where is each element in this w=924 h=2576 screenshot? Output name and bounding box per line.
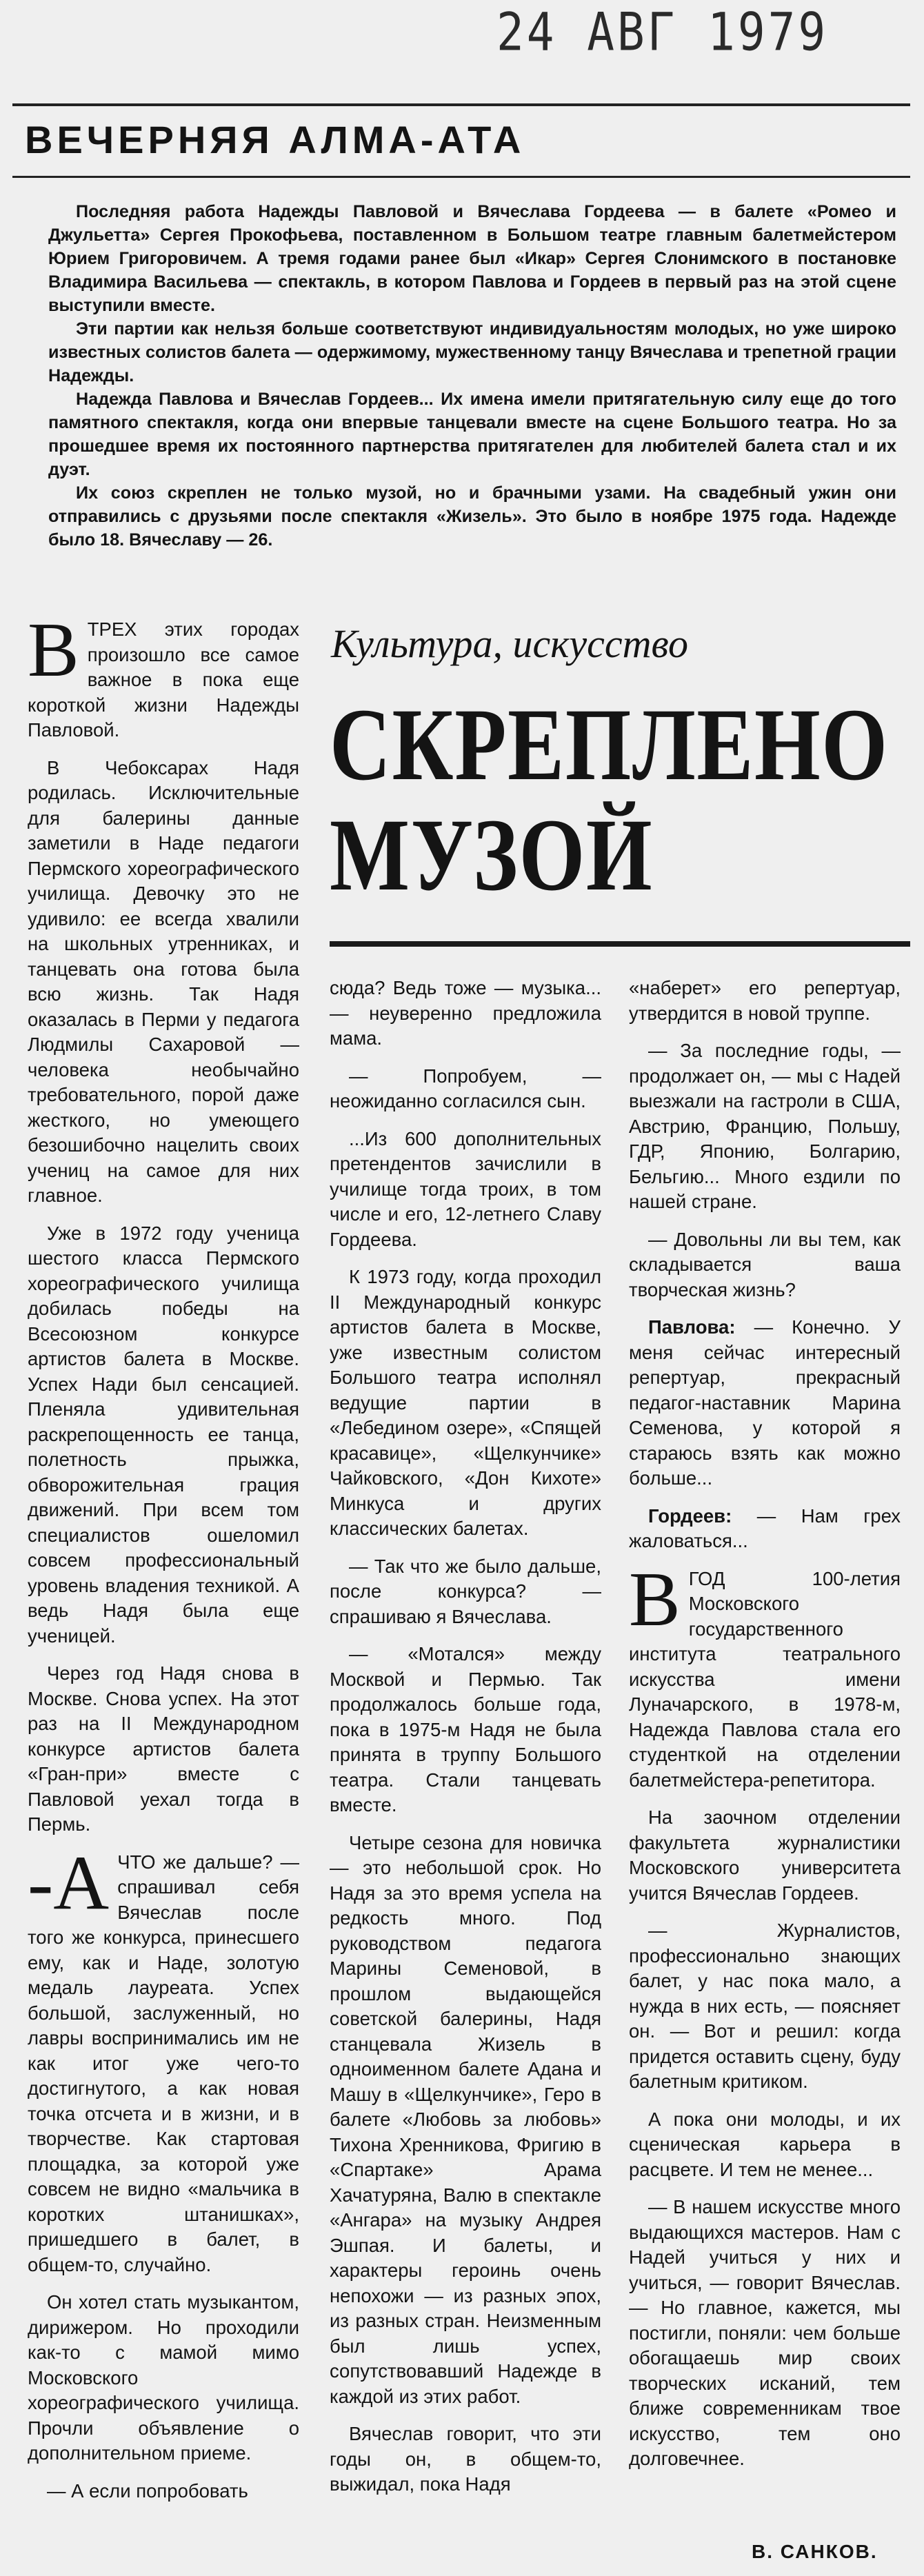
lead-paragraph: Эти партии как нельзя больше соответствуют индивидуальностям молодых, но уже широко известных солистов балета — одержимому, мужественному танцу Вячеслава и трепетной грации Надежды. [48, 319, 896, 385]
headline-rule [330, 941, 910, 947]
article-paragraph: А пока они молоды, и их сценическая карьера в расцвете. И тем не менее... [629, 2108, 901, 2180]
paragraph-text: ТРЕХ этих городах произошло все самое важное в пока еще короткой жизни Надежды Павловой. [28, 618, 299, 741]
headline-line: МУЗОЙ [330, 798, 654, 912]
lead-paragraph: Их союз скреплен не только музой, но и брачными узами. На свадебный ужин они отправились с друзьями после спектакля «Жизель». Это было в ноябре 1975 года. Надежде было 18. Вячеславу — 26. [48, 483, 896, 550]
paragraph-text: ЧТО же дальше? — спрашивал себя Вячеслав после того же конкурса, принесшего ему, как и Наде, золотую медаль лауреата. Успех большой, заслуженный, но лавры воспринимались им не как итог уже чего-то достигнутого, а как новая точка отсчета и в жизни, и в творчестве. Как стартовая площадка, за которой уже совсем не видно «мальчика в коротких штанишках», пришедшего в балет, в общем-то, случайно. [28, 1851, 299, 2275]
article-paragraph: ...Из 600 дополнительных претендентов зачислили в училище тогда троих, в том числе и его, 12-летнего Славу Гордеева. [330, 1127, 601, 1250]
article-paragraph: Вячеслав говорит, что эти годы он, в общем-то, выжидал, пока Надя [330, 2423, 601, 2495]
article-paragraph: — «Мотался» между Москвой и Пермью. Так продолжалось больше года, пока в 1975-м Надя не была принята в труппу Большого театра. Стали танцевать вместе. [330, 1643, 601, 1815]
article-paragraph: «наберет» его репертуар, утвердится в новой труппе. [629, 977, 901, 1024]
masthead-bottom-rule [12, 176, 910, 178]
article-paragraph: — А если попробовать [47, 2479, 248, 2502]
article-column-2 [330, 976, 601, 2510]
article-paragraph [28, 1840, 299, 2278]
article-paragraph: — За последние годы, — продолжает он, — мы с Надей выезжали на гастроли в США, Австрию, Францию, Польшу, ГДР, Японию, Болгарию, Бельгию... Много ездили по нашей стране. [629, 1040, 901, 1212]
lead-paragraph: Последняя работа Надежды Павловой и Вячеслава Гордеева — в балете «Ромео и Джульетта» Сергея Прокофьева, поставленном в Большом театре главным балетмейстером Юрием Григоровичем. А тремя годами ранее был «Икар» Сергея Слонимского в постановке Владимира Васильева — спектакль, в котором Павлова и Гордеев в первый раз на этой сцене выступили вместе. [48, 202, 896, 315]
article-paragraph: — Так что же было дальше, после конкурса? — спрашиваю я Вячеслава. [330, 1555, 601, 1627]
article-paragraph: Уже в 1972 году ученица шестого класса Пермского хореографического училища добилась победы на Всесоюзном конкурсе артистов балета в Москве. Успех Нади был сенсацией. Пленяла удивительная раскрепощенность ее танца, полетность прыжка, обворожительная грация движений. При всем том специалистов ошеломил совсем профессиональный уровень владения техникой. А ведь Надя была еще ученицей. [28, 1222, 299, 1647]
speaker-label: Павлова: [648, 1316, 736, 1338]
masthead: ВЕЧЕРНЯЯ АЛМА-АТА [25, 118, 525, 161]
article-paragraph: Через год Надя снова в Москве. Снова успех. На этот раз на II Международном конкурсе артистов балета «Гран-при» вместе с Павловой уехал тогда в Пермь. [28, 1662, 299, 1835]
article-paragraph: Четыре сезона для новичка — это небольшой срок. Но Надя за это время успела на редкость много. Под руководством педагога Марины Семеновой, в прошлом выдающейся советской балерины, Надя станцевала Жизель в одноименном балете Адана и Машу в «Щелкунчике», Геро в балете «Любовь за любовь» Тихона Хренникова, Фригию в «Спартаке» Арама Хачатуряна, Валю в спектакле «Ангара» на музыку Андрея Эшпая. И балеты, и характеры героинь очень непохожи — из разных эпох, из разных стран. Неизменным был лишь успех, сопутствовавший Надежде в каждой из этих работ. [330, 1831, 601, 2407]
lead-paragraphs [48, 200, 896, 552]
article-paragraph: На заочном отделении факультета журналистики Московского университета учится Вячеслав Гордеев. [629, 1807, 901, 1904]
drop-cap: В [28, 607, 79, 693]
article-column-3 [629, 976, 901, 2484]
article-paragraph: В Чебоксарах Надя родилась. Исключительные для балерины данные заметили в Наде педагоги Пермского хореографического училища. Девочку это не удивило: ее всегда хвалили на школьных утренниках, и танцевать она готова была всю жизнь. Так Надя оказалась в Перми у педагога Людмилы Сахаровой — человека необычайно требовательного, порой даже жесткого, но умеющего безошибочно нацелить своих учениц на самое для них главное. [28, 756, 299, 1206]
date-stamp: 24 АВГ 1979 [496, 1, 829, 63]
drop-cap: В [629, 1556, 681, 1642]
article-paragraph: — В нашем искусстве много выдающихся мастеров. Нам с Надей учиться у них и учиться, — говорит Вячеслав. — Но главное, кажется, мы постигли, поняли: чем больше обогащаешь мир своих творческих исканий, тем ближе современникам твое искусство, тем оно долговечнее. [629, 2196, 901, 2469]
article-paragraph: сюда? Ведь тоже — музыка... — неуверенно предложила мама. [330, 977, 601, 1049]
article-paragraph: — Попробуем, — неожиданно согласился сын. [330, 1065, 601, 1111]
article-paragraph [28, 607, 299, 743]
headline [330, 687, 889, 912]
masthead-top-rule [12, 103, 910, 106]
headline-line: СКРЕПЛЕНО [330, 687, 889, 802]
article-paragraph: — Журналистов, профессионально знающих балет, у нас пока мало, а нужда в них есть, — поясняет он. — Вот и решил: когда придется оставить сцену, буду балетным критиком. [629, 1920, 901, 2092]
article-paragraph: К 1973 году, когда проходил II Международный конкурс артистов балета в Москве, уже известным солистом Большого театра исполнял ведущие партии в «Лебедином озере», «Спящей красавице», «Щелкунчике» Чайковского, «Дон Кихоте» Минкуса и других классических балетах. [330, 1266, 601, 1539]
section-rubric: Культура, искусство [331, 621, 688, 666]
author-signature: В. САНКОВ. [752, 2541, 878, 2562]
paragraph-text: ГОД 100-летия Московского государственного института театрального искусства имени Луначарского, в 1978-м, Надежда Павлова стала его студенткой на отделении балетмейстера-репетитора. [629, 1567, 901, 1791]
paragraph-text: — Нам грех жаловаться... [629, 1505, 901, 1551]
drop-cap: -А [28, 1840, 110, 1926]
article-paragraph [629, 1504, 901, 1554]
article-paragraph [629, 1315, 901, 1491]
lead-paragraph: Надежда Павлова и Вячеслав Гордеев... Их имена имели притягательную силу еще до того памятного спектакля, когда они впервые танцевали вместе на сцене Большого театра. Но за прошедшее время их постоянного партнерства притягателен для любителей балета стал и их дуэт. [48, 390, 896, 479]
speaker-label: Гордеев: [648, 1505, 732, 1527]
article-column-1 [28, 607, 299, 2516]
article-paragraph: — Довольны ли вы тем, как складывается ваша творческая жизнь? [629, 1228, 901, 1300]
paragraph-text: — Конечно. У меня сейчас интересный репертуар, прекрасный педагог-наставник Марина Семенова, у которой я стараюсь взять как можно больше... [629, 1316, 901, 1489]
article-paragraph: Он хотел стать музыкантом, дирижером. Но проходили как-то с мамой мимо Московского хореографического училища. Прочли объявление о дополнительном приеме. [28, 2291, 299, 2464]
article-paragraph [629, 1556, 901, 1793]
